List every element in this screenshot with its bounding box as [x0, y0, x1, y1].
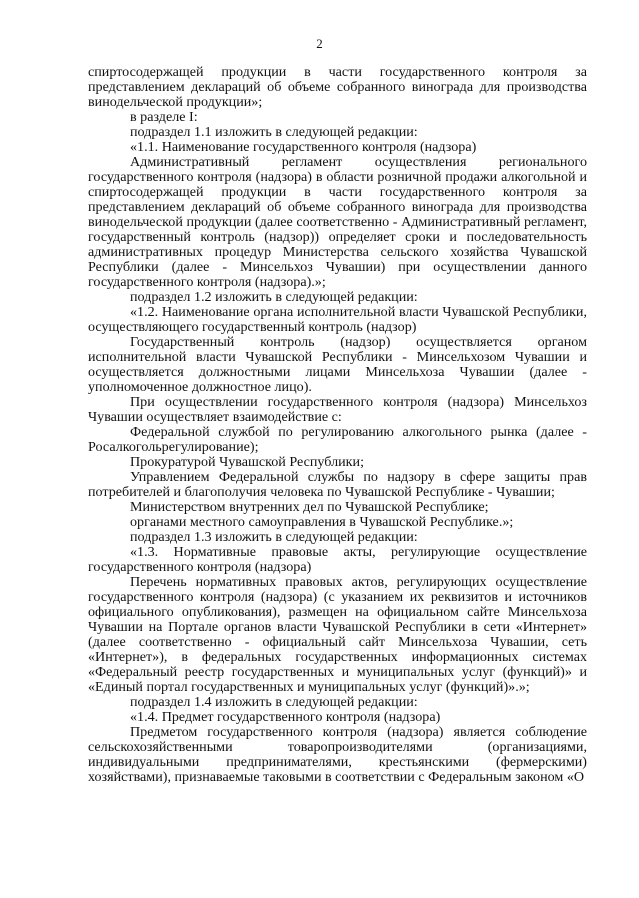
- paragraph: Предметом государственного контроля (надзора) является соблюдение сельскохозяйственными товаропроизводителями (организациями, индивидуальными предпринимателями, крестьянскими (фермерскими) хозяйствами), признаваемые таковыми в соответствии с Федеральным законом «О: [88, 724, 587, 785]
- paragraph: «1.2. Наименование органа исполнительной власти Чувашской Республики, осуществляющего государственный контроль (надзор): [88, 304, 587, 335]
- paragraph: подраздел 1.4 изложить в следующей редакции:: [130, 694, 418, 710]
- paragraph: «1.1. Наименование государственного контроля (надзора): [130, 139, 477, 155]
- paragraph: Министерством внутренних дел по Чувашской Республике;: [130, 499, 489, 515]
- paragraph: «1.3. Нормативные правовые акты, регулирующие осуществление государственного контроля (надзора): [88, 544, 587, 575]
- paragraph: Управлением Федеральной службы по надзору в сфере защиты прав потребителей и благополучия человека по Чувашской Республике - Чувашии;: [88, 469, 587, 500]
- paragraph: Федеральной службой по регулированию алкогольного рынка (далее - Росалкогольрегулирование);: [88, 424, 587, 455]
- paragraph: При осуществлении государственного контроля (надзора) Минсельхоз Чувашии осуществляет взаимодействие с:: [88, 394, 587, 425]
- page-number: 2: [316, 36, 323, 51]
- paragraph: подраздел 1.1 изложить в следующей редакции:: [130, 124, 418, 140]
- paragraph: Государственный контроль (надзор) осуществляется органом исполнительной власти Чувашской Республики - Минсельхозом Чувашии и осуществляется должностными лицами Минсельхоза Чувашии (далее - уполномоченное должностное лицо).: [88, 334, 587, 395]
- paragraph: «1.4. Предмет государственного контроля (надзора): [130, 709, 441, 725]
- document-body: [88, 65, 587, 785]
- paragraph: Административный регламент осуществления регионального государственного контроля (надзора) в области розничной продажи алкогольной и спиртосодержащей продукции в части государственного контроля за представлением деклараций об объеме собранного винограда для производства винодельческой продукции (далее соответственно - Административный регламент, государственный контроль (надзор)) определяет сроки и последовательность административных процедур Министерства сельского хозяйства Чувашской Республики (далее - Минсельхоз Чувашии) при осуществлении данного государственного контроля (надзора).»;: [88, 154, 587, 290]
- paragraph: спиртосодержащей продукции в части государственного контроля за представлением деклараций об объеме собранного винограда для производства винодельческой продукции»;: [88, 64, 587, 110]
- paragraph: Перечень нормативных правовых актов, регулирующих осуществление государственного контроля (надзора) (с указанием их реквизитов и источников официального опубликования), размещен на официальном сайте Минсельхоза Чувашии на Портале органов власти Чувашской Республики в сети «Интернет» (далее соответственно - официальный сайт Минсельхоза Чувашии, сеть «Интернет»), в федеральных государственных информационных системах «Федеральный реестр государственных и муниципальных услуг (функций)» и «Единый портал государственных и муниципальных услуг (функций)».»;: [88, 574, 587, 695]
- paragraph: органами местного самоуправления в Чувашской Республике.»;: [130, 514, 514, 530]
- paragraph: подраздел 1.2 изложить в следующей редакции:: [130, 289, 418, 305]
- paragraph: Прокуратурой Чувашской Республики;: [130, 454, 364, 470]
- paragraph: подраздел 1.3 изложить в следующей редакции:: [130, 529, 418, 545]
- paragraph: в разделе I:: [130, 109, 198, 125]
